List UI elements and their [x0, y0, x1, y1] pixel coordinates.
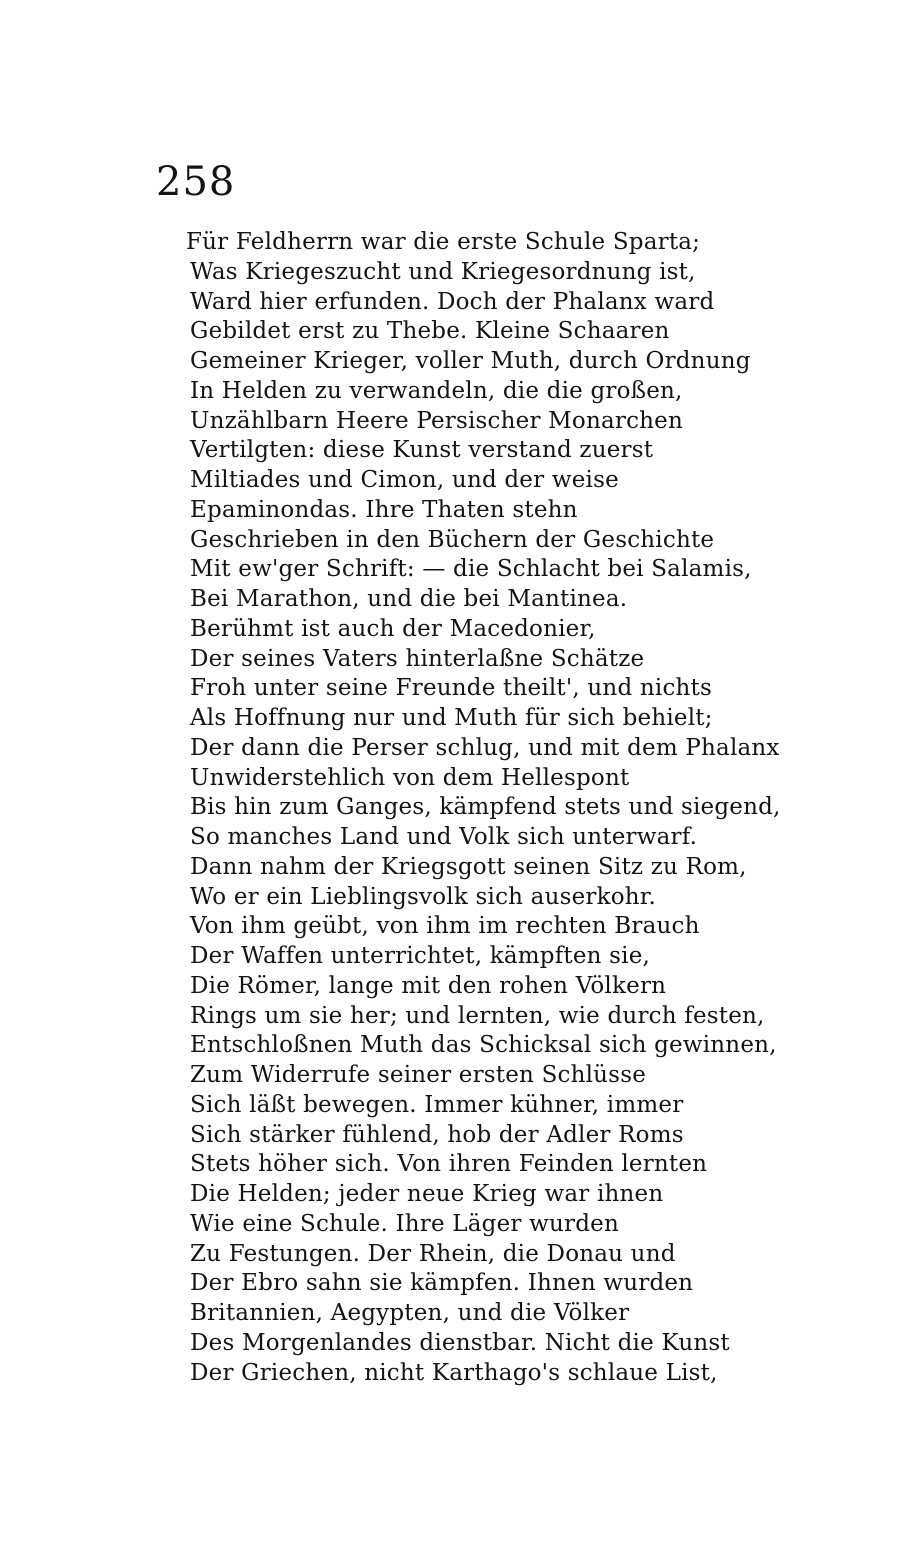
- poem-line: In Helden zu verwandeln, die die großen,: [190, 377, 683, 404]
- poem-line: Unwiderstehlich von dem Hellespont: [190, 764, 630, 791]
- poem-line: Der Griechen, nicht Karthago's schlaue List,: [190, 1359, 718, 1386]
- poem-line: Der Ebro sahn sie kämpfen. Ihnen wurden: [190, 1270, 694, 1297]
- poem-line: Bis hin zum Ganges, kämpfend stets und siegend,: [190, 794, 781, 821]
- poem-line: Froh unter seine Freunde theilt', und nichts: [190, 675, 712, 702]
- poem-line: Rings um sie her; und lernten, wie durch festen,: [190, 1002, 765, 1029]
- poem-line: Entschloßnen Muth das Schicksal sich gewinnen,: [190, 1032, 777, 1059]
- poem-line: So manches Land und Volk sich unterwarf.: [190, 824, 698, 850]
- poem-line: Epaminondas. Ihre Thaten stehn: [190, 496, 578, 523]
- poem-line: Zum Widerrufe seiner ersten Schlüsse: [190, 1062, 647, 1088]
- poem-line: Dann nahm der Kriegsgott seinen Sitz zu Rom,: [190, 853, 747, 880]
- poem-line: Zu Festungen. Der Rhein, die Donau und: [190, 1240, 676, 1267]
- poem-line: Der Waffen unterrichtet, kämpften sie,: [190, 943, 651, 969]
- poem-line: Gebildet erst zu Thebe. Kleine Schaaren: [190, 318, 670, 345]
- poem-line: Wie eine Schule. Ihre Läger wurden: [190, 1210, 619, 1237]
- poem-line: Die Helden; jeder neue Krieg war ihnen: [190, 1181, 664, 1207]
- poem-line: Wo er ein Lieblingsvolk sich auserkohr.: [190, 883, 656, 910]
- poem-line: Der seines Vaters hinterlaßne Schätze: [190, 645, 645, 672]
- poem-line: Ward hier erfunden. Doch der Phalanx ward: [190, 288, 715, 315]
- poem-line: Die Römer, lange mit den rohen Völkern: [190, 972, 667, 999]
- poem-line: Berühmt ist auch der Macedonier,: [190, 615, 596, 642]
- poem-text: [186, 228, 830, 1388]
- poem-line: Von ihm geübt, von ihm im rechten Brauch: [190, 913, 700, 940]
- poem-line: Bei Marathon, und die bei Mantinea.: [190, 586, 628, 612]
- poem-line: Mit ew'ger Schrift: — die Schlacht bei Salamis,: [190, 556, 752, 583]
- poem-line: Für Feldherrn war die erste Schule Sparta;: [186, 229, 701, 255]
- poem-line: Miltiades und Cimon, und der weise: [190, 467, 619, 493]
- poem-line: Vertilgten: diese Kunst verstand zuerst: [190, 437, 654, 464]
- poem-line: Der dann die Perser schlug, und mit dem Phalanx: [190, 734, 780, 761]
- poem-line: Des Morgenlandes dienstbar. Nicht die Kunst: [190, 1329, 730, 1356]
- poem-line: Sich stärker fühlend, hob der Adler Roms: [190, 1121, 684, 1148]
- poem-line: Was Kriegeszucht und Kriegesordnung ist,: [190, 258, 696, 285]
- poem-line: Unzählbarn Heere Persischer Monarchen: [190, 407, 684, 434]
- poem-line: Stets höher sich. Von ihren Feinden lernten: [190, 1151, 708, 1178]
- poem-line: Sich läßt bewegen. Immer kühner, immer: [190, 1091, 684, 1118]
- poem-line: Als Hoffnung nur und Muth für sich behielt;: [190, 705, 713, 731]
- poem-line: Gemeiner Krieger, voller Muth, durch Ordnung: [190, 348, 751, 374]
- page-number: 258: [156, 159, 236, 205]
- poem-line: Geschrieben in den Büchern der Geschichte: [190, 526, 715, 553]
- poem-line: Britannien, Aegypten, und die Völker: [190, 1300, 630, 1326]
